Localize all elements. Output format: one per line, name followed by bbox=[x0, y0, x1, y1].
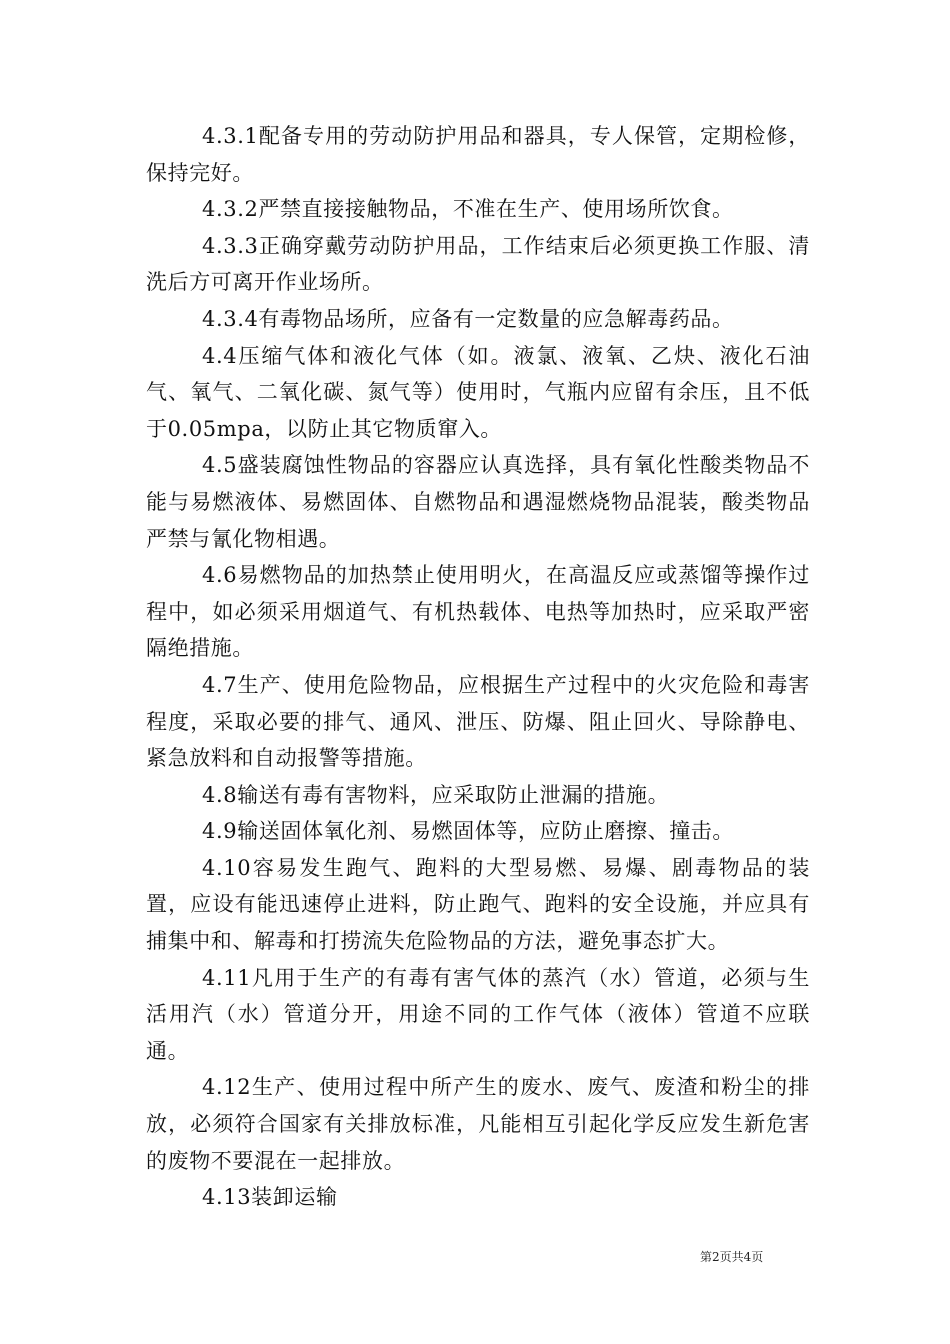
paragraph-4-7: 4.7生产、使用危险物品，应根据生产过程中的火灾危险和毒害程度，采取必要的排气、通风、泄压、防爆、阻止回火、导除静电、紧急放料和自动报警等措施。 bbox=[146, 672, 810, 771]
paragraph-4-11: 4.11凡用于生产的有毒有害气体的蒸汽（水）管道，必须与生活用汽（水）管道分开，用途不同的工作气体（液体）管道不应联通。 bbox=[146, 965, 810, 1063]
paragraph-4-3-4: 4.3.4有毒物品场所，应备有一定数量的应急解毒药品。 bbox=[202, 306, 734, 331]
paragraph-4-3-2: 4.3.2严禁直接接触物品，不准在生产、使用场所饮食。 bbox=[202, 197, 734, 222]
document-body bbox=[146, 118, 810, 1216]
paragraph-4-6: 4.6易燃物品的加热禁止使用明火，在高温反应或蒸馏等操作过程中，如必须采用烟道气、有机热载体、电热等加热时，应采取严密隔绝措施。 bbox=[146, 563, 810, 661]
paragraph-4-3-3: 4.3.3正确穿戴劳动防护用品，工作结束后必须更换工作服、清洗后方可离开作业场所。 bbox=[146, 233, 810, 295]
paragraph-4-10: 4.10容易发生跑气、跑料的大型易燃、易爆、剧毒物品的装置，应设有能迅速停止进料，防止跑气、跑料的安全设施，并应具有捕集中和、解毒和打捞流失危险物品的方法，避免事态扩大。 bbox=[146, 855, 810, 954]
paragraph-4-8: 4.8输送有毒有害物料，应采取防止泄漏的措施。 bbox=[202, 782, 670, 807]
paragraph-4-12: 4.12生产、使用过程中所产生的废水、废气、废渣和粉尘的排放，必须符合国家有关排放标准，凡能相互引起化学反应发生新危害的废物不要混在一起排放。 bbox=[146, 1075, 810, 1173]
paragraph-4-3-1: 4.3.1配备专用的劳动防护用品和器具，专人保管，定期检修，保持完好。 bbox=[146, 124, 810, 185]
paragraph-4-9: 4.9输送固体氧化剂、易燃固体等，应防止磨擦、撞击。 bbox=[202, 819, 734, 844]
paragraph-4-13: 4.13装卸运输 bbox=[202, 1185, 338, 1210]
paragraph-4-4: 4.4压缩气体和液化气体（如。液氯、液氧、乙炔、液化石油气、氧气、二氧化碳、氮气等）使用时，气瓶内应留有余压，且不低于0.05mpa，以防止其它物质窜入。 bbox=[146, 343, 810, 441]
paragraph-4-5: 4.5盛装腐蚀性物品的容器应认真选择，具有氧化性酸类物品不能与易燃液体、易燃固体、自燃物品和遇湿燃烧物品混装，酸类物品严禁与氰化物相遇。 bbox=[146, 453, 810, 551]
page-number-footer: 第2页共4页 bbox=[700, 1250, 764, 1264]
